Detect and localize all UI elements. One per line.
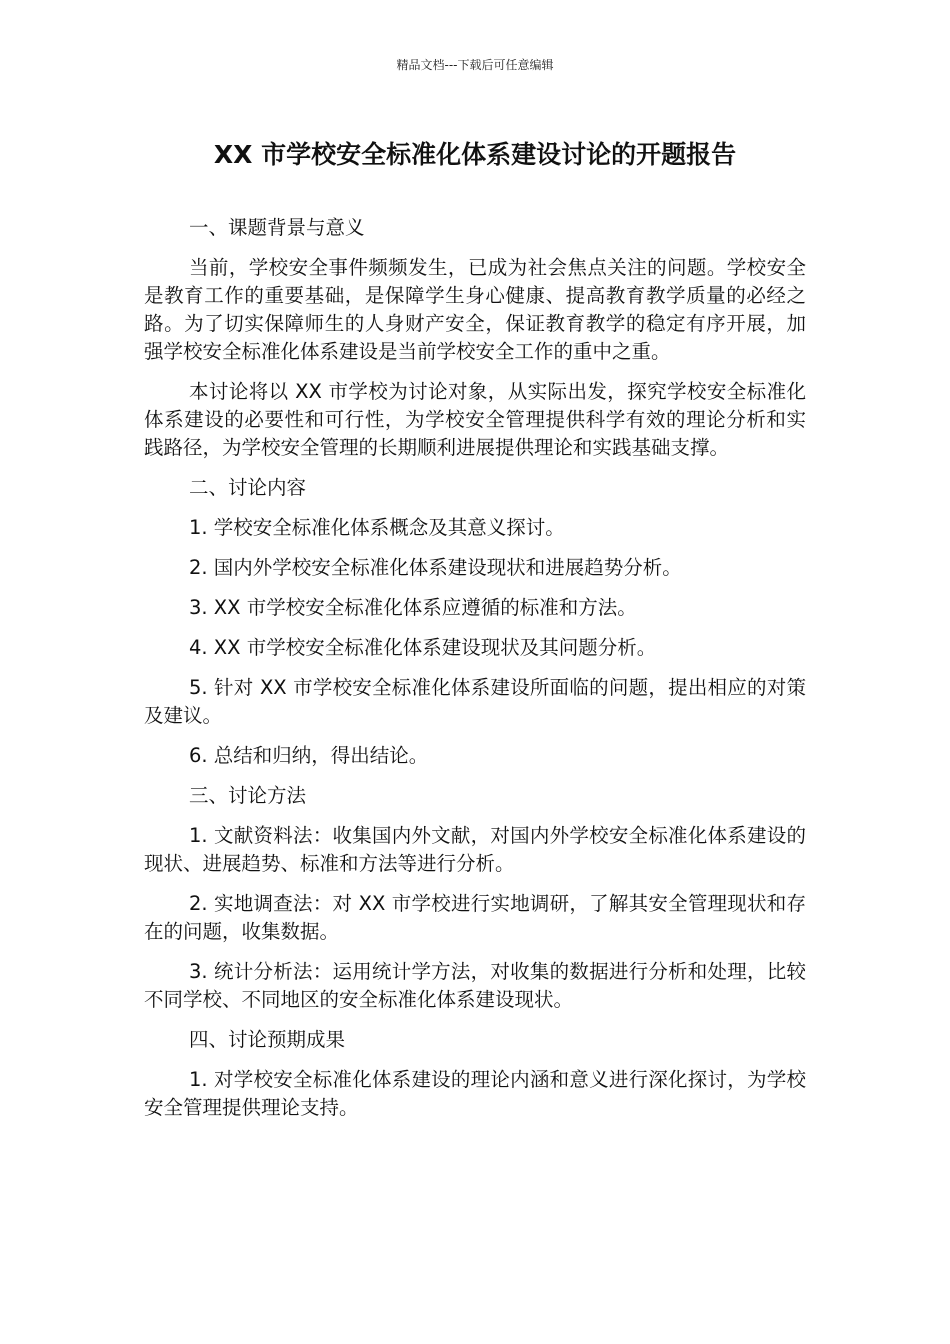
section-heading-background: 一、课题背景与意义 — [189, 216, 365, 239]
header-note: 精品文档---下载后可任意编辑 — [396, 58, 554, 72]
list-item-content-3: 3. XX 市学校安全标准化体系应遵循的标准和方法。 — [189, 596, 637, 619]
document-title: XX 市学校安全标准化体系建设讨论的开题报告 — [213, 140, 737, 169]
list-item-content-6: 6. 总结和归纳，得出结论。 — [189, 744, 429, 767]
section-heading-content: 二、讨论内容 — [189, 476, 307, 499]
paragraph-background: 当前，学校安全事件频频发生，已成为社会焦点关注的问题。学校安全是教育工作的重要基础，是保障学生身心健康、提高教育教学质量的必经之路。为了切实保障师生的人身财产安全，保证教育教学的稳定有序开展，加强学校安全标准化体系建设是当前学校安全工作的重中之重。 — [144, 256, 806, 363]
list-item-method-2: 2. 实地调查法：对 XX 市学校进行实地调研，了解其安全管理现状和存在的问题，收集数据。 — [144, 892, 806, 943]
list-item-content-2: 2. 国内外学校安全标准化体系建设现状和进展趋势分析。 — [189, 556, 682, 579]
list-item-content-5: 5. 针对 XX 市学校安全标准化体系建设所面临的问题，提出相应的对策及建议。 — [144, 676, 806, 727]
document-body — [144, 214, 806, 1134]
list-item-content-1: 1. 学校安全标准化体系概念及其意义探讨。 — [189, 516, 565, 539]
list-item-method-3: 3. 统计分析法：运用统计学方法，对收集的数据进行分析和处理，比较不同学校、不同地区的安全标准化体系建设现状。 — [144, 960, 806, 1011]
list-item-outcome-1: 1. 对学校安全标准化体系建设的理论内涵和意义进行深化探讨，为学校安全管理提供理论支持。 — [144, 1068, 806, 1119]
list-item-method-1: 1. 文献资料法：收集国内外文献，对国内外学校安全标准化体系建设的现状、进展趋势、标准和方法等进行分析。 — [144, 824, 806, 875]
section-heading-methods: 三、讨论方法 — [189, 784, 307, 807]
paragraph-objective: 本讨论将以 XX 市学校为讨论对象，从实际出发，探究学校安全标准化体系建设的必要性和可行性，为学校安全管理提供科学有效的理论分析和实践路径，为学校安全管理的长期顺利进展提供理论和实践基础支撑。 — [144, 380, 806, 459]
list-item-content-4: 4. XX 市学校安全标准化体系建设现状及其问题分析。 — [189, 636, 657, 659]
section-heading-outcomes: 四、讨论预期成果 — [189, 1028, 346, 1051]
